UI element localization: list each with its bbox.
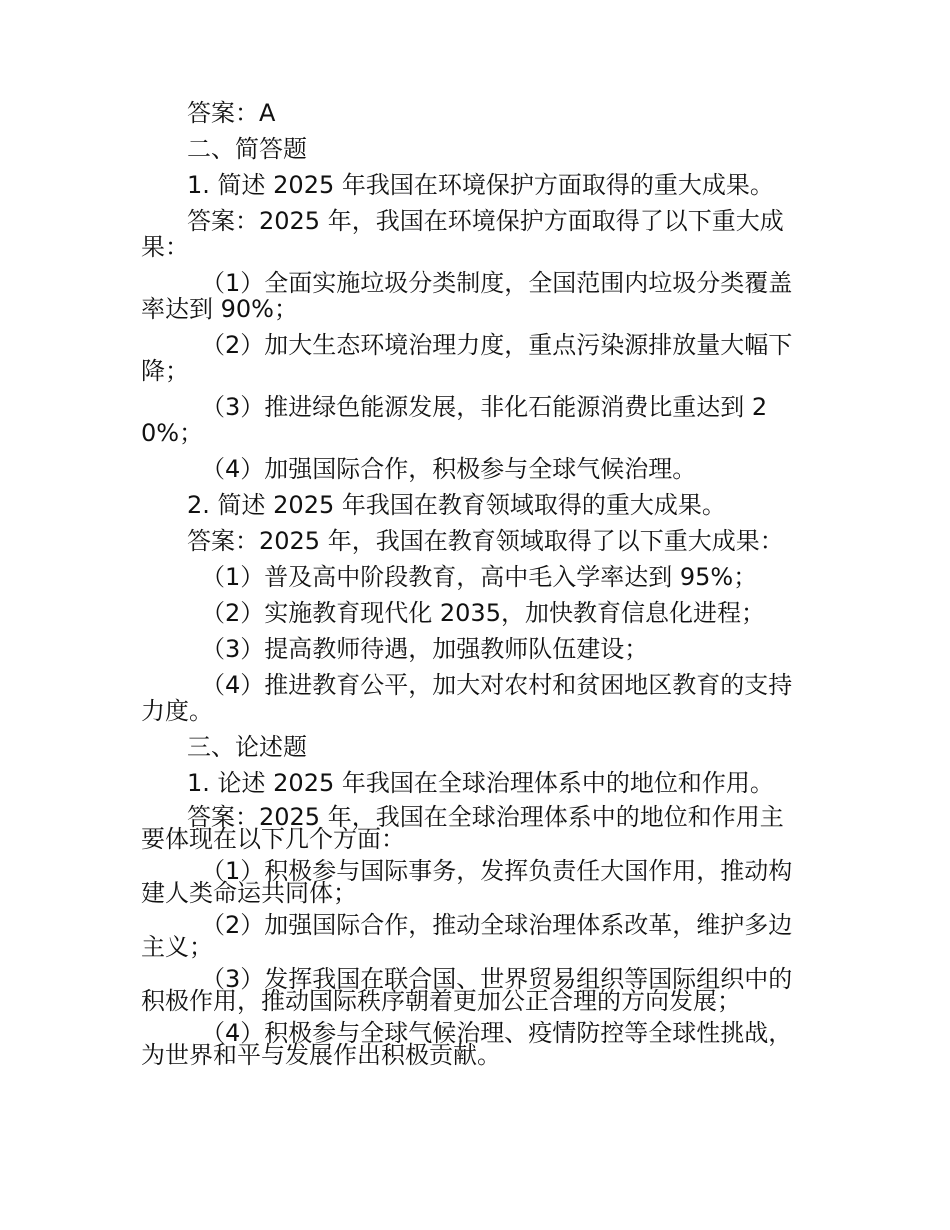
section-title-essay: 三、论述题 <box>187 733 307 761</box>
answer-intro-2: 答案：2025 年，我国在教育领域取得了以下重大成果： <box>187 527 784 555</box>
answer-point: （2）加强国际合作，推动全球治理体系改革，维护多边主义； <box>141 911 793 961</box>
answer-point: （3）提高教师待遇，加强教师队伍建设； <box>201 635 649 663</box>
answer-point: （1）全面实施垃圾分类制度，全国范围内垃圾分类覆盖率达到 90%； <box>141 269 793 323</box>
document-content <box>141 100 801 1076</box>
answer-intro-1: 答案：2025 年，我国在环境保护方面取得了以下重大成果： <box>141 207 784 261</box>
answer-point: （1）普及高中阶段教育，高中毛入学率达到 95%； <box>201 563 758 591</box>
answer-point: （2）加大生态环境治理力度，重点污染源排放量大幅下降； <box>141 331 793 385</box>
question-3: 1. 论述 2025 年我国在全球治理体系中的地位和作用。 <box>187 769 774 797</box>
answer-point: （3）发挥我国在联合国、世界贸易组织等国际组织中的积极作用，推动国际秩序朝着更加公正合理的方向发展； <box>141 965 793 1015</box>
question-2: 2. 简述 2025 年我国在教育领域取得的重大成果。 <box>187 491 726 519</box>
section-title-short-answer: 二、简答题 <box>187 135 307 163</box>
answer-point: （4）加强国际合作，积极参与全球气候治理。 <box>201 455 697 483</box>
answer-point: （3）推进绿色能源发展，非化石能源消费比重达到 20%； <box>141 393 768 447</box>
answer-intro-3: 答案：2025 年，我国在全球治理体系中的地位和作用主要体现在以下几个方面： <box>141 803 784 853</box>
question-1: 1. 简述 2025 年我国在环境保护方面取得的重大成果。 <box>187 171 774 199</box>
answer-point: （4）推进教育公平，加大对农村和贫困地区教育的支持力度。 <box>141 671 793 725</box>
answer-line: 答案：A <box>187 99 276 127</box>
answer-point: （1）积极参与国际事务，发挥负责任大国作用，推动构建人类命运共同体； <box>141 857 793 907</box>
answer-point: （2）实施教育现代化 2035，加快教育信息化进程； <box>201 599 765 627</box>
answer-point: （4）积极参与全球气候治理、疫情防控等全球性挑战，为世界和平与发展作出积极贡献。 <box>141 1019 793 1069</box>
